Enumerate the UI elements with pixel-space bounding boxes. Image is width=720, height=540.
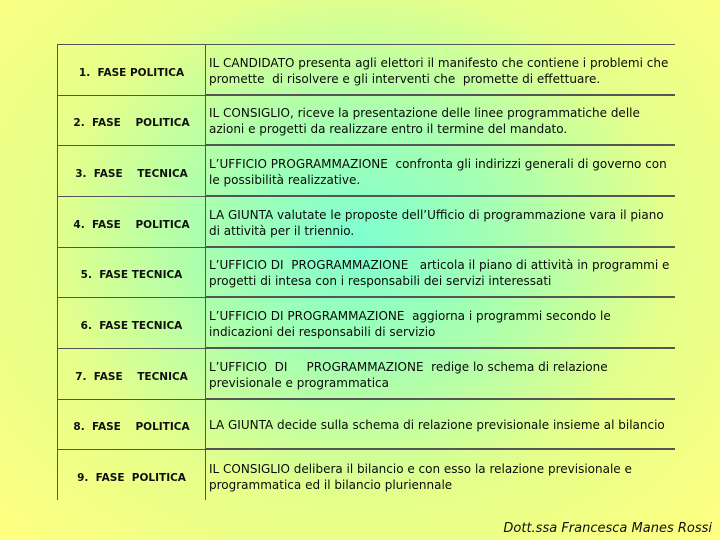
phase-description: LA GIUNTA valutate le proposte dell’Ufficio di programmazione vara il piano di attività per il triennio. <box>206 196 675 247</box>
phase-label: 6. FASE TECNICA <box>58 297 206 348</box>
phase-label: 7. FASE TECNICA <box>58 348 206 399</box>
phase-table <box>57 44 675 500</box>
phase-description: IL CONSIGLIO delibera il bilancio e con esso la relazione previsionale e programmatica ed il bilancio pluriennale <box>206 449 675 500</box>
phase-description: L’UFFICIO DI PROGRAMMAZIONE aggiorna i programmi secondo le indicazioni dei responsabili di servizio <box>206 297 675 348</box>
phase-label: 3. FASE TECNICA <box>58 145 206 196</box>
phase-description: IL CONSIGLIO, riceve la presentazione delle linee programmatiche delle azioni e progetti da realizzare entro il termine del mandato. <box>206 95 675 146</box>
phase-label: 9. FASE POLITICA <box>58 449 206 500</box>
phase-description: L’UFFICIO DI PROGRAMMAZIONE articola il piano di attività in programmi e progetti di intesa con i responsabili dei servizi interessati <box>206 247 675 298</box>
phase-label: 8. FASE POLITICA <box>58 399 206 450</box>
phase-label: 2. FASE POLITICA <box>58 95 206 146</box>
phase-description: L’UFFICIO PROGRAMMAZIONE confronta gli indirizzi generali di governo con le possibilità realizzative. <box>206 145 675 196</box>
phase-description: LA GIUNTA decide sulla schema di relazione previsionale insieme al bilancio <box>206 399 675 450</box>
author-credit: Dott.ssa Francesca Manes Rossi <box>503 521 712 536</box>
phase-description: L’UFFICIO DI PROGRAMMAZIONE redige lo schema di relazione previsionale e programmatica <box>206 348 675 399</box>
phase-label: 4. FASE POLITICA <box>58 196 206 247</box>
phase-description: IL CANDIDATO presenta agli elettori il manifesto che contiene i problemi che promette di risolvere e gli interventi che promette di effettuare. <box>206 44 675 95</box>
phase-label: 5. FASE TECNICA <box>58 247 206 298</box>
phase-label: 1. FASE POLITICA <box>58 44 206 95</box>
